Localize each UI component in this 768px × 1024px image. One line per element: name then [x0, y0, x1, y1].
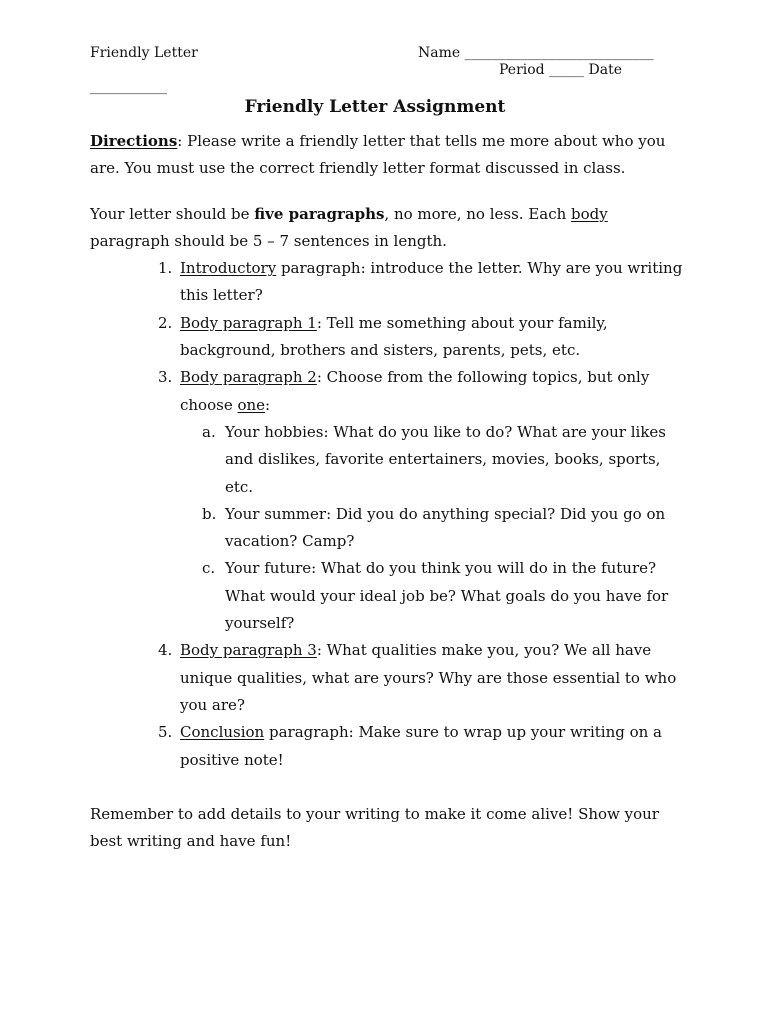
- paragraph-list: [90, 255, 690, 774]
- list-item-label: Body paragraph 1: [180, 313, 317, 332]
- topic-future: [180, 555, 690, 637]
- requirement-paragraph: [90, 201, 690, 256]
- list-item-underlined: one: [237, 395, 266, 414]
- list-item-text-end: :: [265, 395, 271, 414]
- requirement-pre: Your letter should be: [90, 204, 255, 223]
- topic-summer: [180, 501, 690, 556]
- period-date-line: Period _____ Date: [499, 62, 623, 78]
- topic-list: [180, 419, 690, 637]
- list-item-label: Body paragraph 2: [180, 368, 317, 387]
- topic-marker: b.: [202, 504, 217, 523]
- list-item-body-3: [90, 637, 690, 719]
- list-item-label: Conclusion: [180, 723, 265, 742]
- list-marker: 1.: [158, 259, 173, 278]
- requirement-underlined: body: [571, 204, 608, 223]
- list-marker: 2.: [158, 313, 173, 332]
- directions-paragraph: [90, 128, 690, 183]
- list-item-body-2: [90, 364, 690, 637]
- topic-marker: a.: [202, 422, 216, 441]
- list-item-label: Body paragraph 3: [180, 641, 317, 660]
- topic-hobbies: [180, 419, 690, 501]
- topic-marker: c.: [202, 559, 216, 578]
- directions-text: : Please write a friendly letter that tells me more about who you are. You must use the correct friendly letter format discussed in class.: [90, 132, 666, 178]
- date-blank: ___________: [90, 79, 167, 95]
- list-item-text: : Choose from the following topics, but only choose: [180, 368, 650, 414]
- page-title: Friendly Letter Assignment: [244, 97, 506, 117]
- course-label: Friendly Letter: [90, 45, 198, 61]
- topic-text: Your summer: Did you do anything special? Did you go on vacation? Camp?: [225, 504, 666, 551]
- requirement-post: paragraph should be 5 – 7 sentences in length.: [90, 231, 447, 250]
- requirement-mid: , no more, no less. Each: [384, 204, 572, 223]
- list-item-conclusion: [90, 719, 690, 774]
- list-marker: 5.: [158, 723, 173, 742]
- directions-label: Directions: [90, 132, 178, 150]
- name-line: Name ___________________________: [418, 45, 654, 61]
- requirement-bold: five paragraphs: [254, 204, 385, 223]
- list-marker: 3.: [158, 368, 173, 387]
- list-item-text: : What qualities make you, you? We all have unique qualities, what are yours? Why are those essential to who you are?: [180, 641, 677, 714]
- topic-text: Your hobbies: What do you like to do? What are your likes and dislikes, favorite entertainers, movies, books, sports, etc.: [225, 422, 667, 496]
- list-item-text: : Tell me something about your family, background, brothers and sisters, parents, pets, etc.: [180, 313, 608, 360]
- list-item-text: paragraph: introduce the letter. Why are you writing this letter?: [180, 259, 683, 305]
- topic-text: Your future: What do you think you will do in the future? What would your ideal job be? What goals do you have for yourself?: [225, 559, 669, 633]
- list-item-introductory: [90, 255, 690, 310]
- list-item-text: paragraph: Make sure to wrap up your writing on a positive note!: [180, 723, 663, 769]
- list-item-body-1: [90, 310, 690, 365]
- assignment-body: [90, 128, 690, 855]
- closing-paragraph: Remember to add details to your writing to make it come alive! Show your best writing and have fun!: [90, 804, 659, 851]
- list-item-label: Introductory: [180, 259, 277, 278]
- list-marker: 4.: [158, 641, 173, 660]
